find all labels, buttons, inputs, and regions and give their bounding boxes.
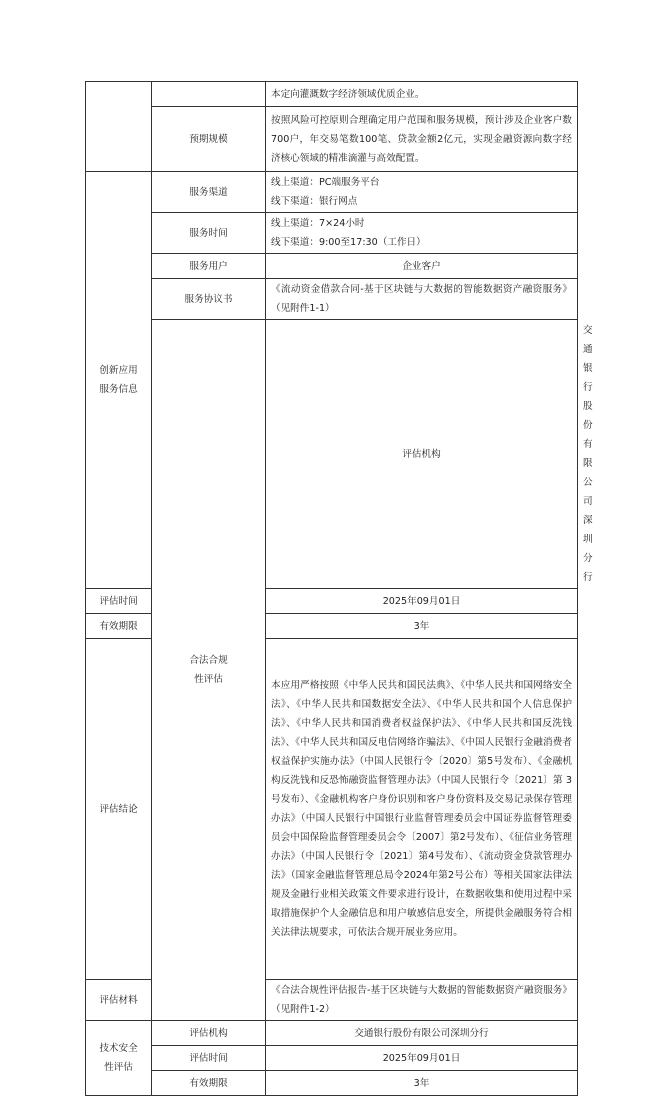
value-line: 线上渠道：7×24小时: [271, 218, 365, 229]
legal-validity-value: 3年: [266, 614, 578, 639]
service-users-label: 服务用户: [152, 254, 266, 279]
value-text: 按照风险可控原则合理确定用户范围和服务规模，预计涉及企业客户数700户，年交易笔数100笔、贷款金额2亿元，实现金融资源向数字经济核心领域的精准滴灌与高效配置。: [271, 114, 572, 164]
legal-org-label: 评估机构: [266, 320, 578, 589]
agreement-label: 服务协议书: [152, 279, 266, 320]
value-cell: [266, 82, 578, 107]
value-text: 《合法合规性评估报告-基于区块链与大数据的智能数据资产融资服务》（见附件1-2）: [271, 985, 572, 1015]
section-legal-compliance: [152, 320, 266, 1021]
service-time-label: 服务时间: [152, 213, 266, 254]
tech-validity-label: 有效期限: [152, 1071, 266, 1096]
value-line: 线下渠道：银行网点: [271, 196, 358, 207]
service-users-value: 企业客户: [266, 254, 578, 279]
table-row: [86, 1046, 578, 1071]
table-row: [86, 107, 578, 172]
section-tech-security: [86, 1021, 152, 1096]
agreement-value: [266, 279, 578, 320]
value-text: 本定向灌溉数字经济领域优质企业。: [271, 88, 425, 100]
section-cell-empty: [86, 82, 152, 172]
label-cell-empty: [152, 82, 266, 107]
section-title-line: 创新应用: [99, 365, 138, 376]
tech-validity-value: 3年: [266, 1071, 578, 1096]
section-title-line: 技术安全: [99, 1043, 138, 1054]
section-title-line: 性评估: [104, 1062, 133, 1073]
materials-label: 评估材料: [86, 980, 152, 1021]
expected-scale-label: 预期规模: [152, 107, 266, 172]
document-table: [85, 81, 593, 1096]
table-row: [86, 279, 578, 320]
conclusion-label: 评估结论: [86, 639, 152, 980]
value-text: 《流动资金借款合同-基于区块链与大数据的智能数据资产融资服务》（见附件1-1）: [271, 284, 572, 314]
channel-label: 服务渠道: [152, 172, 266, 213]
table-row: [86, 1071, 578, 1096]
table-row: [86, 254, 578, 279]
materials-value: [266, 980, 578, 1021]
expected-scale-value: [266, 107, 578, 172]
table-row: [86, 213, 578, 254]
value-text: 本应用严格按照《中华人民共和国民法典》、《中华人民共和国网络安全法》、《中华人民共和国数据安全法》、《中华人民共和国个人信息保护法》、《中华人民共和国消费者权益保护法》、《中华人民共和国反洗钱法》、《中华人民共和国反电信网络诈骗法》、《中国人民银行金融消费者权益保护实施办法》（中国人民银行令〔2020〕第5号发布）、《金融机构反洗钱和反恐怖融资监督管理办法》（中国人民银行令〔2021〕第 3号发布）、《金融机构客户身份识别和客户身份资料及交易记录保存管理办法》（中国人民银行中国银行业监督管理委员会中国证券监督管理委员会中国保险监督管理委员会令〔2007〕第2号发布）、《征信业务管理办法》（中国人民银行令〔2021〕第4号发布）、《流动资金贷款管理办法》（国家金融监督管理总局令2024年第2号公布）等相关国家法律法规及金融行业相关政策文件要求进行设计，在数据收集和使用过程中采取措施保护个人金融信息和用户敏感信息安全，所提供金融服务符合相关法律法规要求，可依法合规开展业务应用。: [271, 680, 572, 938]
conclusion-value: [266, 639, 578, 980]
legal-time-label: 评估时间: [86, 589, 152, 614]
value-line: 线上渠道：PC端服务平台: [271, 177, 380, 188]
tech-time-label: 评估时间: [152, 1046, 266, 1071]
table-row: [86, 1021, 578, 1046]
section-service-info: [86, 172, 152, 589]
section-title-line: 合法合规: [189, 655, 228, 666]
channel-value: [266, 172, 578, 213]
legal-validity-label: 有效期限: [86, 614, 152, 639]
table-row: 合法合规 性评估 评估机构 交通银行股份有限公司深圳分行: [86, 320, 578, 589]
section-title-line: 服务信息: [99, 384, 138, 395]
legal-time-value: 2025年09月01日: [266, 589, 578, 614]
section-title-line: 性评估: [194, 674, 223, 685]
value-line: 线下渠道：9:00至17:30（工作日）: [271, 237, 426, 248]
tech-time-value: 2025年09月01日: [266, 1046, 578, 1071]
service-time-value: [266, 213, 578, 254]
tech-org-value: 交通银行股份有限公司深圳分行: [266, 1021, 578, 1046]
tech-org-label: 评估机构: [152, 1021, 266, 1046]
table-row: [86, 82, 578, 107]
table-row: [86, 172, 578, 213]
